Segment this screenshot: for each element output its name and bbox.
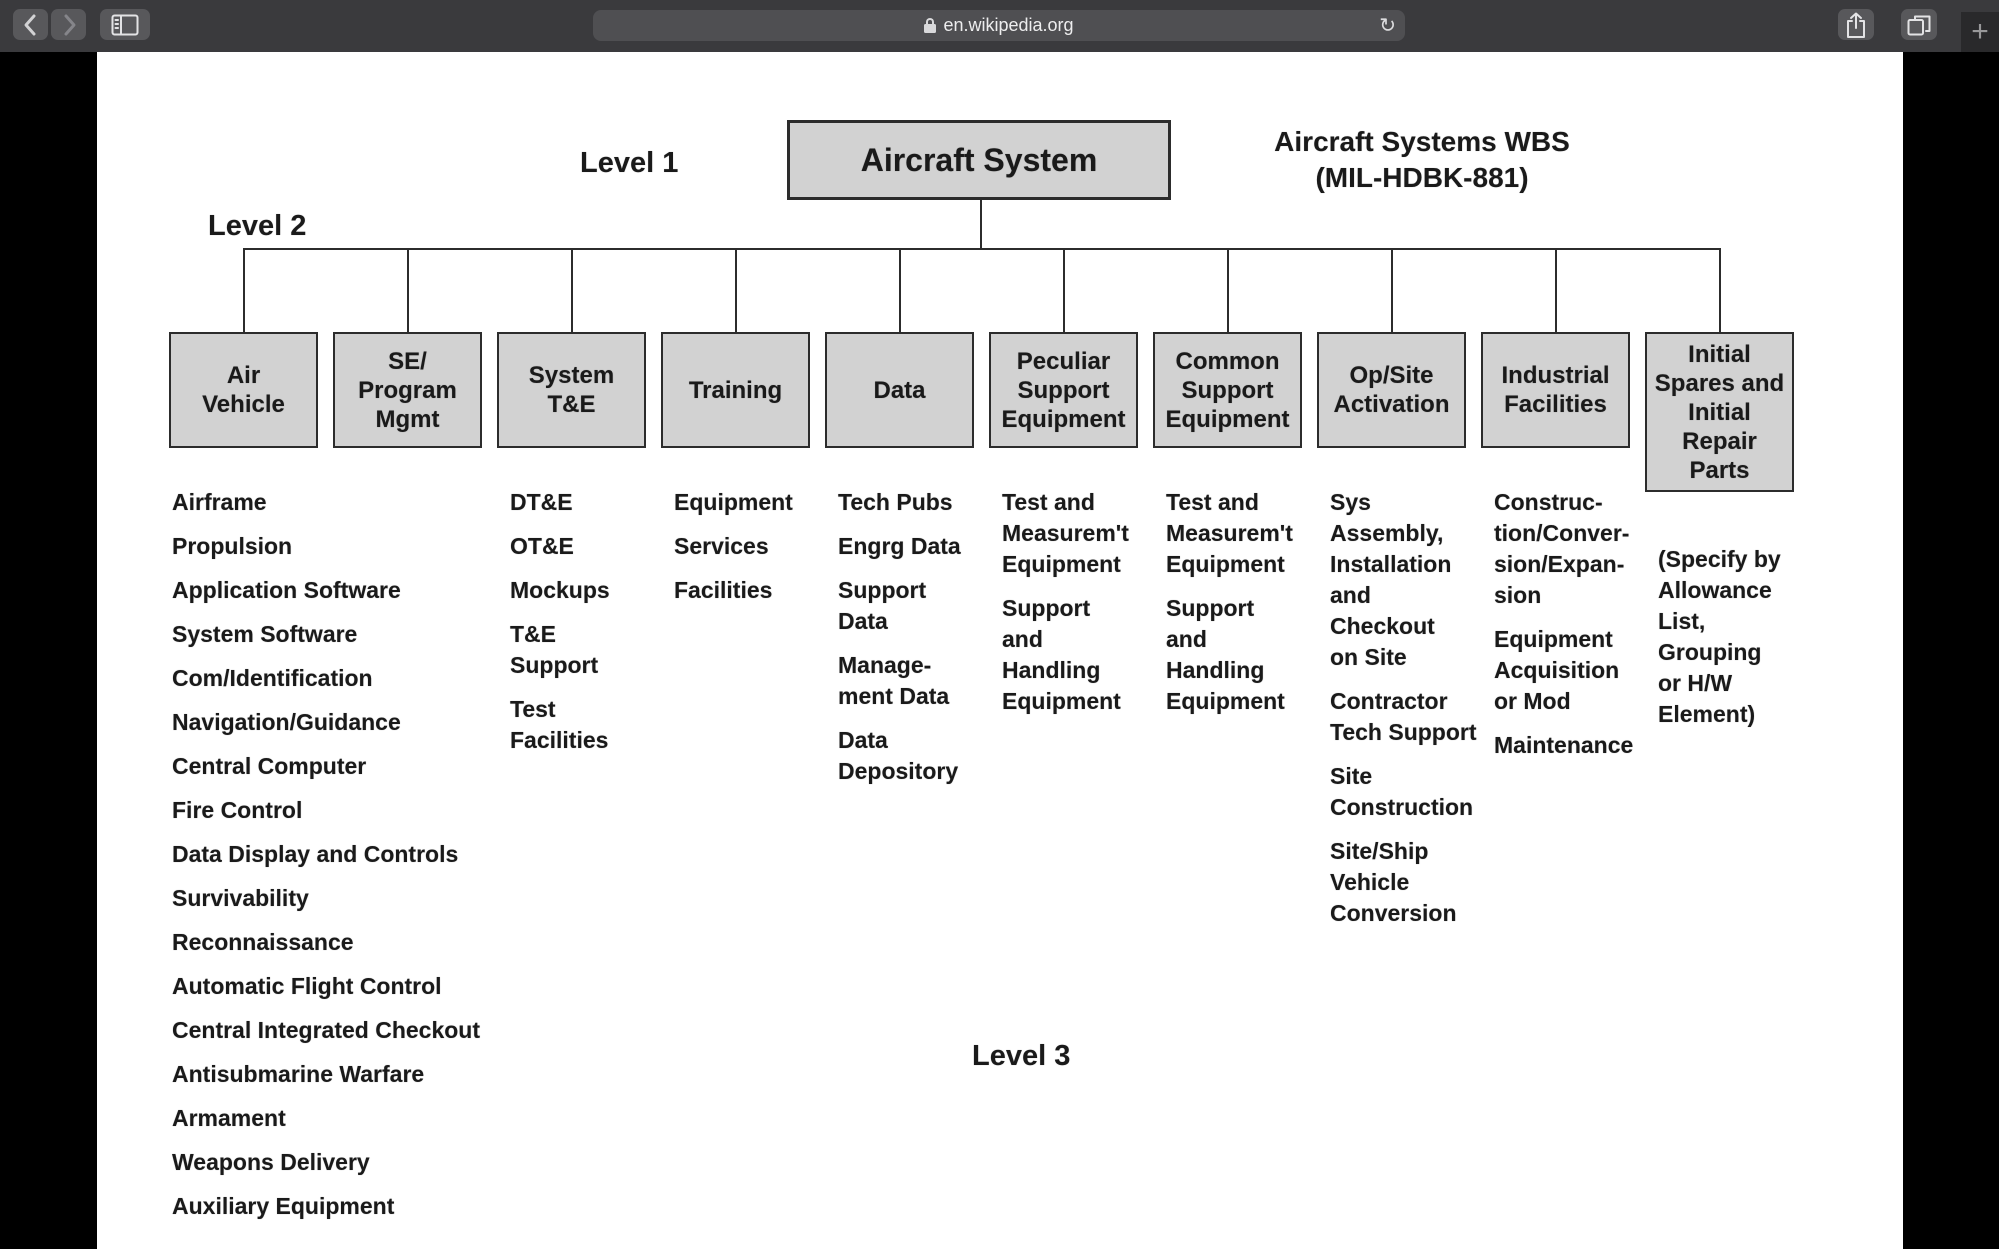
connector-bus-line — [243, 248, 1721, 250]
page-content — [97, 52, 1903, 1249]
level3-item — [1002, 593, 1164, 717]
level2-box-label-line: Peculiar — [1016, 347, 1111, 375]
url-host-text: en.wikipedia.org — [943, 15, 1074, 35]
new-tab-button[interactable] — [1961, 12, 1999, 52]
level3-item-line: Maintenance — [1494, 732, 1634, 758]
lock-icon — [924, 18, 936, 33]
level3-item-line: Allowance — [1658, 577, 1772, 603]
level3-item-line: Element) — [1658, 701, 1756, 727]
level3-item-line: Equipment — [1166, 551, 1285, 577]
connector-stub-industrial-facilities — [1555, 249, 1557, 332]
level3-label: Level 3 — [972, 1040, 1071, 1072]
level2-box-se-program-mgmt — [333, 332, 482, 448]
share-icon — [1845, 11, 1867, 39]
level2-box-system-te — [497, 332, 646, 448]
level3-item-line: Acquisition — [1494, 657, 1620, 683]
level3-item-line: Airframe — [172, 489, 267, 515]
level2-box-label-line: Program — [358, 376, 457, 404]
level3-item-line: Equipment — [1002, 688, 1121, 714]
level2-box-label-line: System — [528, 362, 615, 389]
level2-box-common-support-equipment — [1153, 332, 1302, 448]
level3-item-line: sion — [1494, 582, 1542, 608]
level2-label: Level 2 — [208, 210, 307, 242]
level3-item-line: Contractor — [1330, 688, 1448, 714]
level3-item-line: Site/Ship — [1330, 838, 1429, 864]
level3-item — [1002, 487, 1164, 580]
level3-item-line: Navigation/Guidance — [172, 709, 401, 735]
level3-item-line: Measurem't — [1166, 520, 1293, 546]
diagram-title — [1217, 124, 1627, 196]
level3-item-line: Manage- — [838, 652, 932, 678]
level3-item — [172, 839, 459, 870]
level2-box-label-line: Air — [226, 362, 261, 389]
level2-box-label-line: SE/ — [388, 347, 427, 375]
level3-item — [1330, 836, 1492, 929]
reload-button[interactable]: ↻ — [1379, 15, 1396, 37]
level3-item-line: Central Computer — [172, 753, 367, 779]
level3-item-line: Engrg Data — [838, 533, 961, 559]
level2-box-peculiar-support-equipment — [989, 332, 1138, 448]
level3-item — [172, 795, 334, 826]
connector-stub-training — [735, 249, 737, 332]
level3-item-line: Equipment — [1166, 688, 1285, 714]
connector-stub-se-program-mgmt — [407, 249, 409, 332]
level3-column-initial-spares — [1658, 544, 1820, 743]
level1-label: Level 1 — [580, 147, 679, 179]
level3-item-line: (Specify by — [1658, 546, 1781, 572]
level3-item — [838, 725, 1000, 787]
level3-item-line: Data — [838, 608, 888, 634]
level3-item — [838, 650, 1000, 712]
level3-item-line: Test and — [1002, 489, 1095, 515]
level3-item-line: Weapons Delivery — [172, 1149, 370, 1175]
level3-item-line: Support — [1166, 595, 1255, 621]
level3-item — [1166, 487, 1328, 580]
level3-item — [172, 663, 373, 694]
level3-item — [838, 575, 1000, 637]
level3-item-line: Tech Pubs — [838, 489, 953, 515]
level3-item-line: Sys — [1330, 489, 1371, 515]
level3-item-line: tion/Conver- — [1494, 520, 1630, 546]
diagram-title-line1: Aircraft Systems WBS — [1274, 126, 1570, 157]
level2-box-data — [825, 332, 974, 448]
sidebar-toggle-icon — [111, 14, 139, 36]
level3-item — [172, 1191, 395, 1222]
level3-item — [510, 575, 672, 606]
level3-item-line: Data Display and Controls — [172, 841, 459, 867]
level3-item-line: System Software — [172, 621, 358, 647]
level3-item-line: Auxiliary Equipment — [172, 1193, 395, 1219]
level3-item — [172, 883, 334, 914]
wbs-diagram-image[interactable] — [97, 52, 1903, 1249]
level3-item — [172, 927, 354, 958]
level3-item — [1494, 730, 1656, 761]
level2-box-label-line: Industrial — [1501, 362, 1610, 389]
level3-item-line: Automatic Flight Control — [172, 973, 442, 999]
level3-item — [172, 531, 334, 562]
address-bar[interactable] — [593, 10, 1405, 41]
level3-item-line: Test — [510, 696, 556, 722]
level3-column-data — [838, 487, 1000, 800]
level2-box-label-line: Op/Site — [1349, 362, 1434, 389]
level3-item-line: Vehicle — [1330, 869, 1410, 895]
level3-item-line: Support — [1002, 595, 1091, 621]
level3-item-line: Construction — [1330, 794, 1474, 820]
level3-item — [510, 487, 672, 518]
level3-column-training — [674, 487, 836, 619]
level3-item-line: Propulsion — [172, 533, 293, 559]
connector-stub-air-vehicle — [243, 249, 245, 332]
level2-box-op-site-activation — [1317, 332, 1466, 448]
level2-box-label-line: Initial — [1688, 340, 1751, 368]
level2-box-label-line: Mgmt — [375, 405, 440, 433]
level3-item — [1658, 544, 1820, 730]
level3-column-op-site-activation — [1330, 487, 1492, 942]
back-button[interactable] — [13, 9, 48, 40]
level3-item — [172, 707, 401, 738]
level3-item-line: Measurem't — [1002, 520, 1129, 546]
connector-stub-peculiar-support-equipment — [1063, 249, 1065, 332]
level3-column-system-te — [510, 487, 672, 769]
level3-item — [1330, 761, 1492, 823]
connector-stub-system-te — [571, 249, 573, 332]
connector-root-stub — [980, 200, 982, 250]
level2-box-label-line: Spares and — [1654, 369, 1785, 397]
level3-item-line: Data — [838, 727, 888, 753]
sidebar-toggle-button[interactable] — [100, 9, 150, 40]
level3-item-line: Com/Identification — [172, 665, 373, 691]
level3-item — [172, 1147, 370, 1178]
level3-item — [674, 487, 836, 518]
level3-item-line: and — [1330, 582, 1371, 608]
level3-item-line: Services — [674, 533, 769, 559]
level3-item — [1494, 487, 1656, 611]
root-box-aircraft-system: Aircraft System — [787, 120, 1171, 200]
level3-item-line: Reconnaissance — [172, 929, 354, 955]
level3-item-line: Installation — [1330, 551, 1452, 577]
level2-box-label-line: Equipment — [1001, 405, 1126, 433]
level3-item-line: Equipment — [1002, 551, 1121, 577]
level3-item-line: Mockups — [510, 577, 610, 603]
level3-column-air-vehicle — [172, 487, 480, 1235]
level3-item-line: on Site — [1330, 644, 1407, 670]
level3-item-line: Armament — [172, 1105, 286, 1131]
level3-item-line: sion/Expan- — [1494, 551, 1625, 577]
level2-box-label-line: Vehicle — [202, 391, 285, 418]
plus-icon: + — [1971, 15, 1989, 48]
level2-box-label-line: Training — [688, 376, 783, 404]
share-button[interactable] — [1838, 9, 1874, 40]
level2-box-label-line: T&E — [547, 391, 596, 418]
level3-item-line: T&E — [510, 621, 556, 647]
level3-item-line: Handling — [1166, 657, 1265, 683]
level3-item-line: Support — [838, 577, 927, 603]
level3-item — [510, 531, 672, 562]
level3-item — [1330, 686, 1492, 748]
level3-item-line: Depository — [838, 758, 959, 784]
level3-item — [510, 694, 672, 756]
level3-item — [1166, 593, 1328, 717]
level3-item-line: or Mod — [1494, 688, 1571, 714]
level3-item-line: DT&E — [510, 489, 573, 515]
level3-item-line: Conversion — [1330, 900, 1457, 926]
level2-box-label-line: Activation — [1333, 391, 1450, 418]
level2-box-label-line: Support — [1017, 376, 1110, 404]
level3-item-line: Application Software — [172, 577, 401, 603]
level2-box-industrial-facilities — [1481, 332, 1630, 448]
level3-item-line: and — [1002, 626, 1043, 652]
level2-box-label-line: Parts — [1689, 456, 1750, 484]
forward-button[interactable] — [51, 9, 86, 40]
chevron-left-icon — [21, 12, 41, 38]
level2-box-label-line: Repair — [1682, 427, 1757, 455]
tab-overview-button[interactable] — [1901, 9, 1937, 40]
connector-stub-common-support-equipment — [1227, 249, 1229, 332]
tab-overview-icon — [1906, 12, 1932, 38]
level3-item-line: Tech Support — [1330, 719, 1477, 745]
level3-item-line: Checkout — [1330, 613, 1435, 639]
level3-item-line: or H/W — [1658, 670, 1733, 696]
level3-item-line: Equipment — [674, 489, 793, 515]
diagram-title-line2: (MIL-HDBK-881) — [1315, 162, 1529, 193]
level2-box-label-line: Data — [873, 376, 926, 404]
level3-item — [674, 575, 836, 606]
level3-column-peculiar-support-equipment — [1002, 487, 1164, 730]
level3-item-line: and — [1166, 626, 1207, 652]
level3-item-line: Facilities — [510, 727, 609, 753]
level2-box-label-line: Initial — [1688, 398, 1751, 426]
level3-item — [172, 619, 358, 650]
connector-stub-op-site-activation — [1391, 249, 1393, 332]
level3-item — [838, 531, 1000, 562]
level2-box-air-vehicle — [169, 332, 318, 448]
level2-box-training — [661, 332, 810, 448]
level2-box-label-line: Common — [1175, 347, 1280, 375]
connector-stub-initial-spares — [1719, 249, 1721, 332]
level3-item — [172, 487, 334, 518]
level2-box-initial-spares — [1645, 332, 1794, 492]
level2-box-label-line: Equipment — [1165, 405, 1290, 433]
level3-item-line: Antisubmarine Warfare — [172, 1061, 425, 1087]
level3-column-industrial-facilities — [1494, 487, 1656, 774]
level3-item-line: Survivability — [172, 885, 309, 911]
level3-item-line: Test and — [1166, 489, 1259, 515]
level3-item-line: Construc- — [1494, 489, 1603, 515]
level3-item-line: ment Data — [838, 683, 950, 709]
level3-item-line: Assembly, — [1330, 520, 1444, 546]
level3-item — [172, 971, 442, 1002]
level3-item-line: Equipment — [1494, 626, 1613, 652]
level3-item-line: Handling — [1002, 657, 1101, 683]
level2-box-label-line: Support — [1181, 376, 1274, 404]
level3-item-line: OT&E — [510, 533, 574, 559]
level3-item — [172, 1015, 480, 1046]
level3-item — [172, 751, 367, 782]
level3-item — [1330, 487, 1492, 673]
level3-item — [674, 531, 836, 562]
level3-item-line: Support — [510, 652, 599, 678]
level3-item — [172, 575, 401, 606]
level3-item-line: Grouping — [1658, 639, 1762, 665]
level3-column-common-support-equipment — [1166, 487, 1328, 730]
level2-box-label-line: Facilities — [1504, 391, 1607, 418]
level3-item-line: Fire Control — [172, 797, 303, 823]
level3-item-line: List, — [1658, 608, 1706, 634]
level3-item-line: Site — [1330, 763, 1373, 789]
browser-toolbar — [0, 0, 1999, 52]
connector-stub-data — [899, 249, 901, 332]
level3-item-line: Facilities — [674, 577, 773, 603]
level3-item — [172, 1103, 334, 1134]
level3-item — [510, 619, 672, 681]
level3-item — [1494, 624, 1656, 717]
chevron-right-icon — [59, 12, 79, 38]
level3-item — [838, 487, 1000, 518]
level3-item-line: Central Integrated Checkout — [172, 1017, 480, 1043]
level3-item — [172, 1059, 425, 1090]
